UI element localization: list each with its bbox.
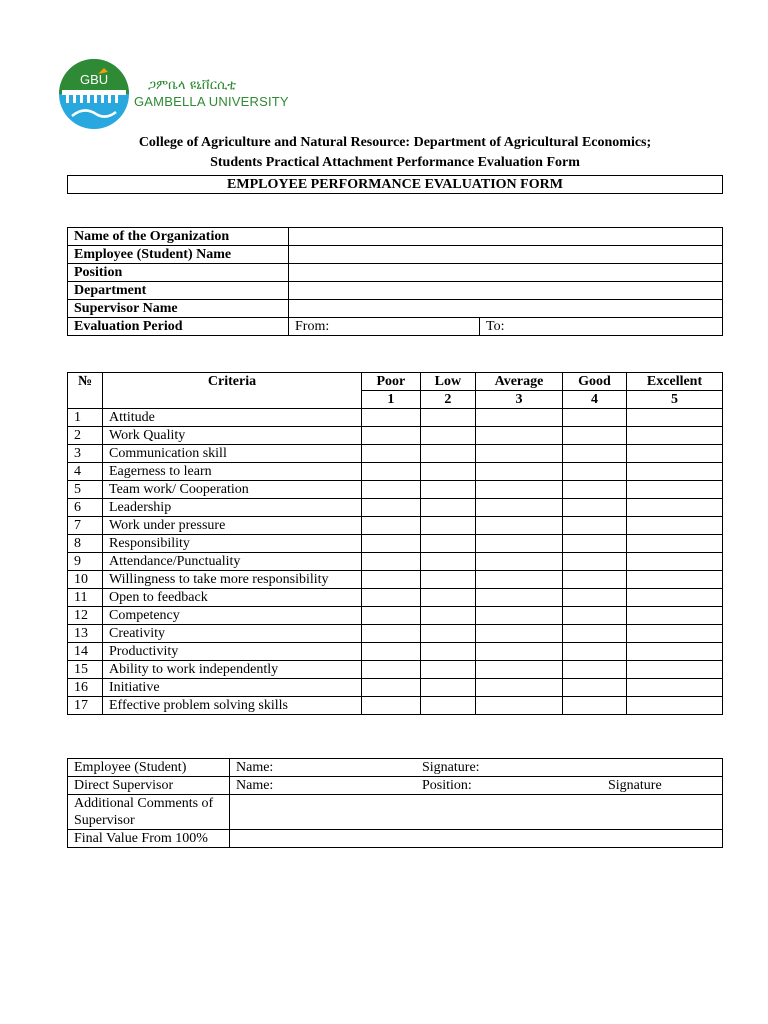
university-name-english: GAMBELLA UNIVERSITY [134,94,289,109]
criteria-row [68,499,723,517]
criteria-row [68,589,723,607]
criteria-number: 7 [68,517,103,535]
info-value-field[interactable] [289,264,723,282]
rating-score: 3 [476,391,563,409]
rating-cell[interactable] [476,679,563,697]
criteria-number: 2 [68,427,103,445]
signature-table [67,758,723,848]
rating-cell[interactable] [627,589,723,607]
rating-cell[interactable] [362,427,421,445]
rating-cell[interactable] [420,589,475,607]
employee-name-signature-field[interactable]: Name: Signature: [230,759,723,777]
rating-cell[interactable] [476,661,563,679]
rating-cell[interactable] [362,697,421,715]
rating-cell[interactable] [420,517,475,535]
criteria-number: 4 [68,463,103,481]
info-row [68,264,723,282]
rating-score: 1 [362,391,421,409]
rating-cell[interactable] [476,481,563,499]
rating-cell[interactable] [562,589,626,607]
criteria-text: Communication skill [103,445,362,463]
criteria-text: Attendance/Punctuality [103,553,362,571]
rating-cell[interactable] [562,553,626,571]
form-title: EMPLOYEE PERFORMANCE EVALUATION FORM [67,175,723,194]
criteria-number: 8 [68,535,103,553]
gbu-emblem-icon [58,56,130,132]
rating-cell[interactable] [476,499,563,517]
criteria-number: 5 [68,481,103,499]
rating-cell[interactable] [562,697,626,715]
criteria-row [68,643,723,661]
rating-cell[interactable] [627,553,723,571]
criteria-row [68,625,723,643]
criteria-text: Initiative [103,679,362,697]
comments-field[interactable] [230,795,723,830]
criteria-number: 1 [68,409,103,427]
rating-cell[interactable] [362,607,421,625]
rating-score: 5 [627,391,723,409]
criteria-row [68,427,723,445]
rating-cell[interactable] [476,625,563,643]
criteria-text: Willingness to take more responsibility [103,571,362,589]
rating-cell[interactable] [362,679,421,697]
rating-cell[interactable] [627,679,723,697]
rating-cell[interactable] [627,607,723,625]
criteria-number: 10 [68,571,103,589]
info-label: Department [68,282,289,300]
rating-cell[interactable] [627,481,723,499]
rating-cell[interactable] [476,409,563,427]
rating-cell[interactable] [562,427,626,445]
rating-cell[interactable] [420,409,475,427]
info-row [68,246,723,264]
period-from-field[interactable]: From: [289,318,480,336]
rating-header: Poor [362,373,421,391]
info-label: Supervisor Name [68,300,289,318]
rating-cell[interactable] [420,481,475,499]
rating-cell[interactable] [562,409,626,427]
criteria-text: Eagerness to learn [103,463,362,481]
criteria-text: Productivity [103,643,362,661]
rating-cell[interactable] [362,553,421,571]
rating-cell[interactable] [627,625,723,643]
rating-cell[interactable] [476,607,563,625]
criteria-row [68,517,723,535]
rating-cell[interactable] [627,445,723,463]
form-subtitle: Students Practical Attachment Performance Evaluation Form [210,155,580,170]
criteria-number: 3 [68,445,103,463]
rating-cell[interactable] [562,643,626,661]
criteria-row [68,607,723,625]
criteria-number: 6 [68,499,103,517]
criteria-row [68,661,723,679]
rating-cell[interactable] [476,643,563,661]
criteria-text: Responsibility [103,535,362,553]
rating-cell[interactable] [420,607,475,625]
rating-cell[interactable] [627,535,723,553]
supervisor-name-position-field[interactable]: Name: Position: Signature [230,777,723,795]
info-row [68,282,723,300]
svg-text:GBU: GBU [80,72,109,87]
rating-header: Average [476,373,563,391]
info-label: Employee (Student) Name [68,246,289,264]
rating-cell[interactable] [420,661,475,679]
criteria-number: 11 [68,589,103,607]
rating-cell[interactable] [476,571,563,589]
rating-cell[interactable] [420,445,475,463]
rating-cell[interactable] [420,535,475,553]
criteria-row [68,409,723,427]
rating-cell[interactable] [476,445,563,463]
rating-cell[interactable] [562,607,626,625]
rating-cell[interactable] [562,517,626,535]
rating-cell[interactable] [362,589,421,607]
rating-cell[interactable] [562,625,626,643]
criteria-header-row [68,373,723,391]
organization-info-table [67,227,723,336]
rating-cell[interactable] [362,661,421,679]
rating-cell[interactable] [362,625,421,643]
rating-cell[interactable] [476,517,563,535]
supervisor-row [68,777,723,795]
criteria-row [68,535,723,553]
criteria-text: Attitude [103,409,362,427]
final-value-field[interactable] [230,830,723,848]
criteria-text: Ability to work independently [103,661,362,679]
criteria-table [67,372,723,715]
rating-score: 4 [562,391,626,409]
criteria-row [68,445,723,463]
rating-cell[interactable] [627,427,723,445]
university-name-amharic: ጋምቤላ ዩኒቨርሲቲ [148,78,237,93]
criteria-row [68,679,723,697]
evaluation-period-label: Evaluation Period [68,318,289,336]
rating-cell[interactable] [362,409,421,427]
criteria-row [68,571,723,589]
final-value-row [68,830,723,848]
rating-header: Good [562,373,626,391]
rating-cell[interactable] [476,589,563,607]
rating-cell[interactable] [627,499,723,517]
info-row [68,300,723,318]
criteria-number: 14 [68,643,103,661]
rating-cell[interactable] [562,661,626,679]
rating-cell[interactable] [362,445,421,463]
comments-row [68,795,723,830]
criteria-text: Open to feedback [103,589,362,607]
info-row [68,228,723,246]
rating-cell[interactable] [476,427,563,445]
period-to-field[interactable]: To: [480,318,723,336]
rating-cell[interactable] [362,499,421,517]
criteria-row [68,697,723,715]
rating-cell[interactable] [562,679,626,697]
criteria-text: Creativity [103,625,362,643]
criteria-number: 12 [68,607,103,625]
rating-cell[interactable] [362,517,421,535]
rating-header: Excellent [627,373,723,391]
rating-cell[interactable] [420,643,475,661]
info-value-field[interactable] [289,282,723,300]
criteria-text: Work Quality [103,427,362,445]
university-logo [58,56,298,132]
rating-cell[interactable] [362,571,421,589]
employee-label: Employee (Student) [68,759,230,777]
criteria-text: Competency [103,607,362,625]
rating-cell[interactable] [362,463,421,481]
info-label: Position [68,264,289,282]
criteria-text: Effective problem solving skills [103,697,362,715]
criteria-row [68,553,723,571]
rating-cell[interactable] [562,445,626,463]
rating-cell[interactable] [627,661,723,679]
criteria-text: Team work/ Cooperation [103,481,362,499]
employee-row [68,759,723,777]
rating-header: Low [420,373,475,391]
criteria-text: Work under pressure [103,517,362,535]
criteria-header: Criteria [103,373,362,409]
rating-cell[interactable] [362,481,421,499]
rating-cell[interactable] [562,481,626,499]
supervisor-label: Direct Supervisor [68,777,230,795]
rating-cell[interactable] [562,499,626,517]
criteria-number: 13 [68,625,103,643]
number-header: № [68,373,103,409]
rating-cell[interactable] [562,571,626,589]
criteria-row [68,463,723,481]
rating-score: 2 [420,391,475,409]
rating-cell[interactable] [627,517,723,535]
rating-cell[interactable] [420,571,475,589]
comments-label: Additional Comments of Supervisor [68,795,230,830]
rating-cell[interactable] [420,499,475,517]
criteria-row [68,481,723,499]
criteria-number: 16 [68,679,103,697]
rating-cell[interactable] [420,427,475,445]
rating-cell[interactable] [420,679,475,697]
rating-cell[interactable] [627,643,723,661]
rating-cell[interactable] [362,535,421,553]
final-value-label: Final Value From 100% [68,830,230,848]
info-value-field[interactable] [289,228,723,246]
info-label: Name of the Organization [68,228,289,246]
criteria-number: 9 [68,553,103,571]
rating-cell[interactable] [420,697,475,715]
rating-cell[interactable] [420,553,475,571]
rating-cell[interactable] [562,535,626,553]
rating-cell[interactable] [476,463,563,481]
info-value-field[interactable] [289,300,723,318]
rating-cell[interactable] [476,697,563,715]
rating-cell[interactable] [476,535,563,553]
rating-cell[interactable] [627,697,723,715]
evaluation-period-row [68,318,723,336]
criteria-number: 17 [68,697,103,715]
criteria-number: 15 [68,661,103,679]
rating-cell[interactable] [420,463,475,481]
rating-cell[interactable] [627,571,723,589]
info-value-field[interactable] [289,246,723,264]
rating-cell[interactable] [420,625,475,643]
rating-cell[interactable] [627,463,723,481]
rating-cell[interactable] [562,463,626,481]
college-department-heading: College of Agriculture and Natural Resource: Department of Agricultural Economics; [138,135,652,150]
rating-cell[interactable] [476,553,563,571]
criteria-text: Leadership [103,499,362,517]
rating-cell[interactable] [627,409,723,427]
rating-cell[interactable] [362,643,421,661]
